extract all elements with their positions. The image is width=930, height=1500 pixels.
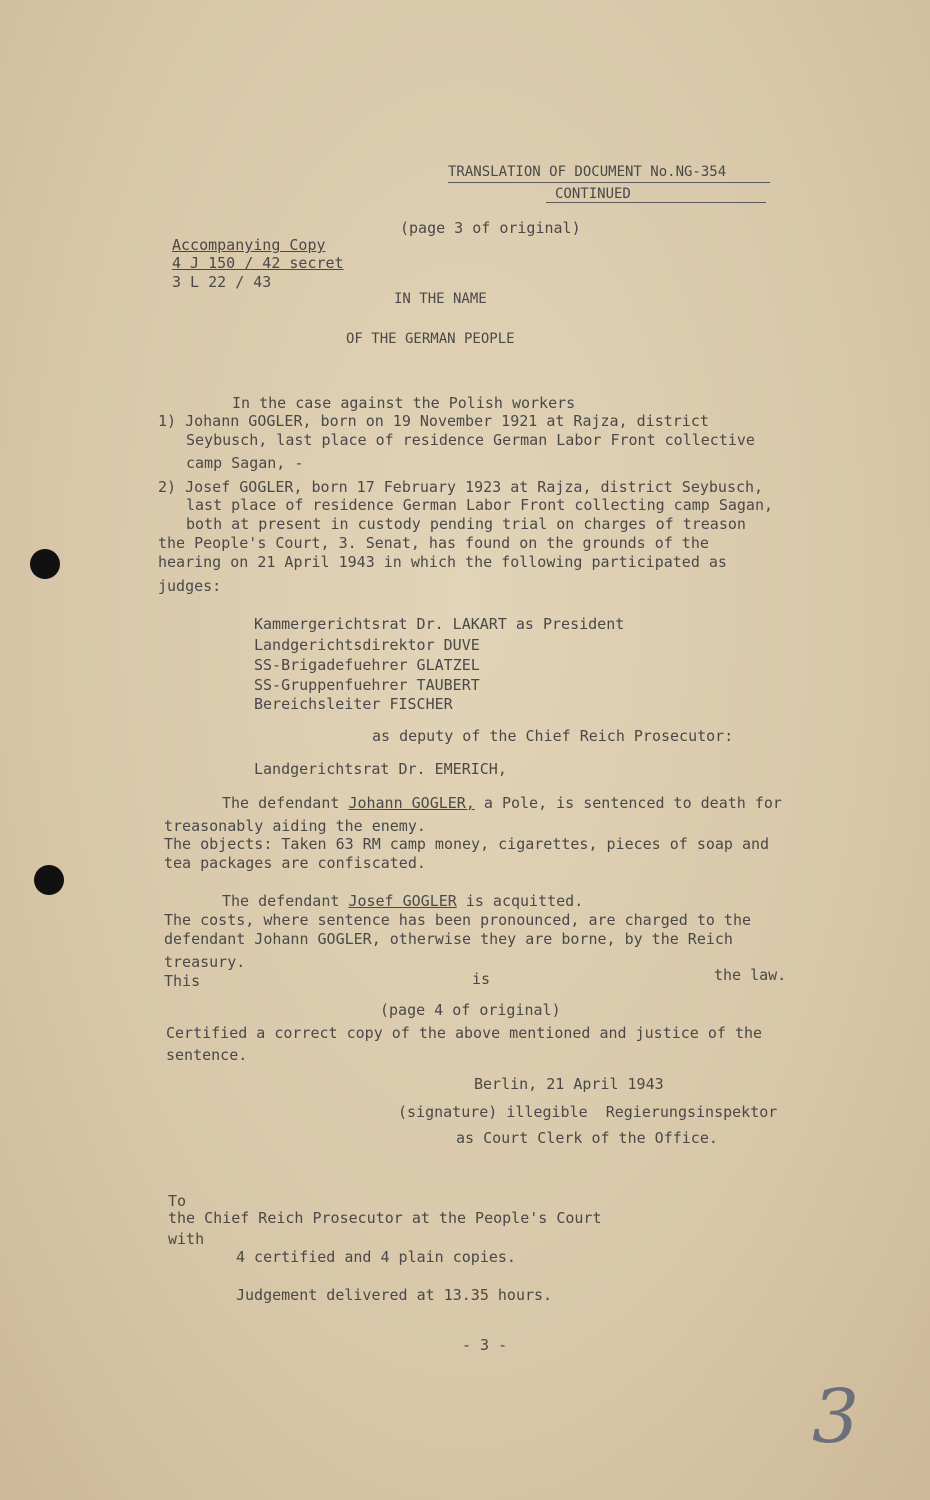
judge-4: SS-Gruppenfuehrer TAUBERT <box>254 676 480 694</box>
costs-line-1: The costs, where sentence has been pronounced, are charged to the <box>164 911 751 929</box>
title-line-1: IN THE NAME <box>394 291 487 307</box>
court-line-3: judges: <box>158 577 222 595</box>
defendant-2-line-3: both at present in custody pending trial on charges of treason <box>186 515 746 533</box>
verdict-1-prefix: The defendant <box>222 794 349 812</box>
deputy-label: as deputy of the Chief Reich Prosecutor: <box>372 727 734 745</box>
title-line-2: OF THE GERMAN PEOPLE <box>346 331 515 347</box>
intro-text: In the case against the Polish workers <box>232 394 576 412</box>
certification-line-1: Certified a correct copy of the above mentioned and justice of the <box>166 1024 763 1042</box>
verdict-2-prefix: The defendant <box>222 892 349 910</box>
verdict-1-line-2: treasonably aiding the enemy. <box>164 817 426 835</box>
law-word-1: This <box>164 972 201 990</box>
verdict-1-line-1 <box>222 794 782 812</box>
binder-hole-top <box>30 549 60 579</box>
accompanying-copy-label: Accompanying Copy <box>172 236 326 254</box>
verdict-2-line <box>222 892 583 910</box>
signature-line: (signature) illegible Regierungsinspektor <box>398 1103 778 1121</box>
judge-president: Kammergerichtsrat Dr. LAKART as President <box>254 615 625 633</box>
judge-5: Bereichsleiter FISCHER <box>254 695 453 713</box>
defendant-2-line-2: last place of residence German Labor Front collecting camp Sagan, <box>186 496 773 514</box>
verdict-2-suffix: is acquitted. <box>456 892 584 910</box>
court-line-1: the People's Court, 3. Senat, has found on the grounds of the <box>158 534 709 552</box>
costs-line-2: defendant Johann GOGLER, otherwise they are borne, by the Reich <box>164 930 733 948</box>
verdict-1-line-3: The objects: Taken 63 RM camp money, cigarettes, pieces of soap and <box>164 835 770 853</box>
court-clerk-line: as Court Clerk of the Office. <box>456 1129 718 1147</box>
translation-continued: CONTINUED <box>555 186 631 202</box>
verdict-1-suffix: a Pole, is sentenced to death for <box>474 794 782 812</box>
defendant-1-line-1: 1) Johann GOGLER, born on 19 November 1921 at Rajza, district <box>158 412 709 430</box>
delivered-line: Judgement delivered at 13.35 hours. <box>236 1286 553 1304</box>
certification-line-2: sentence. <box>166 1046 248 1064</box>
court-line-2: hearing on 21 April 1943 in which the following participated as <box>158 553 727 571</box>
translation-header: TRANSLATION OF DOCUMENT No.NG-354 <box>448 164 727 180</box>
defendant-1-line-3: camp Sagan, - <box>186 454 304 472</box>
page-ref-bottom: (page 4 of original) <box>380 1001 561 1019</box>
verdict-2-defendant: Josef GOGLER <box>348 892 457 910</box>
address-with: with <box>168 1230 205 1248</box>
copies-line: 4 certified and 4 plain copies. <box>236 1248 516 1266</box>
page-number: - 3 - <box>462 1336 508 1354</box>
costs-line-3: treasury. <box>164 953 246 971</box>
header-underline-2 <box>546 202 766 203</box>
judge-2: Landgerichtsdirektor DUVE <box>254 636 480 654</box>
defendant-1-line-2: Seybusch, last place of residence German Labor Front collective <box>186 431 755 449</box>
address-recipient: the Chief Reich Prosecutor at the People's Court <box>168 1209 602 1227</box>
file-reference-1: 4 J 150 / 42 secret <box>172 254 344 272</box>
address-to: To <box>168 1192 187 1210</box>
file-reference-2: 3 L 22 / 43 <box>172 273 272 291</box>
verdict-1-line-4: tea packages are confiscated. <box>164 854 426 872</box>
verdict-1-defendant: Johann GOGLER, <box>348 794 475 812</box>
place-date: Berlin, 21 April 1943 <box>474 1075 664 1093</box>
law-word-2: is <box>472 970 491 988</box>
deputy-name: Landgerichtsrat Dr. EMERICH, <box>254 760 507 778</box>
handwritten-page-mark: 3 <box>812 1374 860 1460</box>
binder-hole-bottom <box>34 865 64 895</box>
judge-3: SS-Brigadefuehrer GLATZEL <box>254 656 480 674</box>
page-ref-top: (page 3 of original) <box>400 219 581 237</box>
law-word-3: the law. <box>714 966 787 984</box>
header-underline-1 <box>448 182 770 183</box>
defendant-2-line-1: 2) Josef GOGLER, born 17 February 1923 at Rajza, district Seybusch, <box>158 478 764 496</box>
